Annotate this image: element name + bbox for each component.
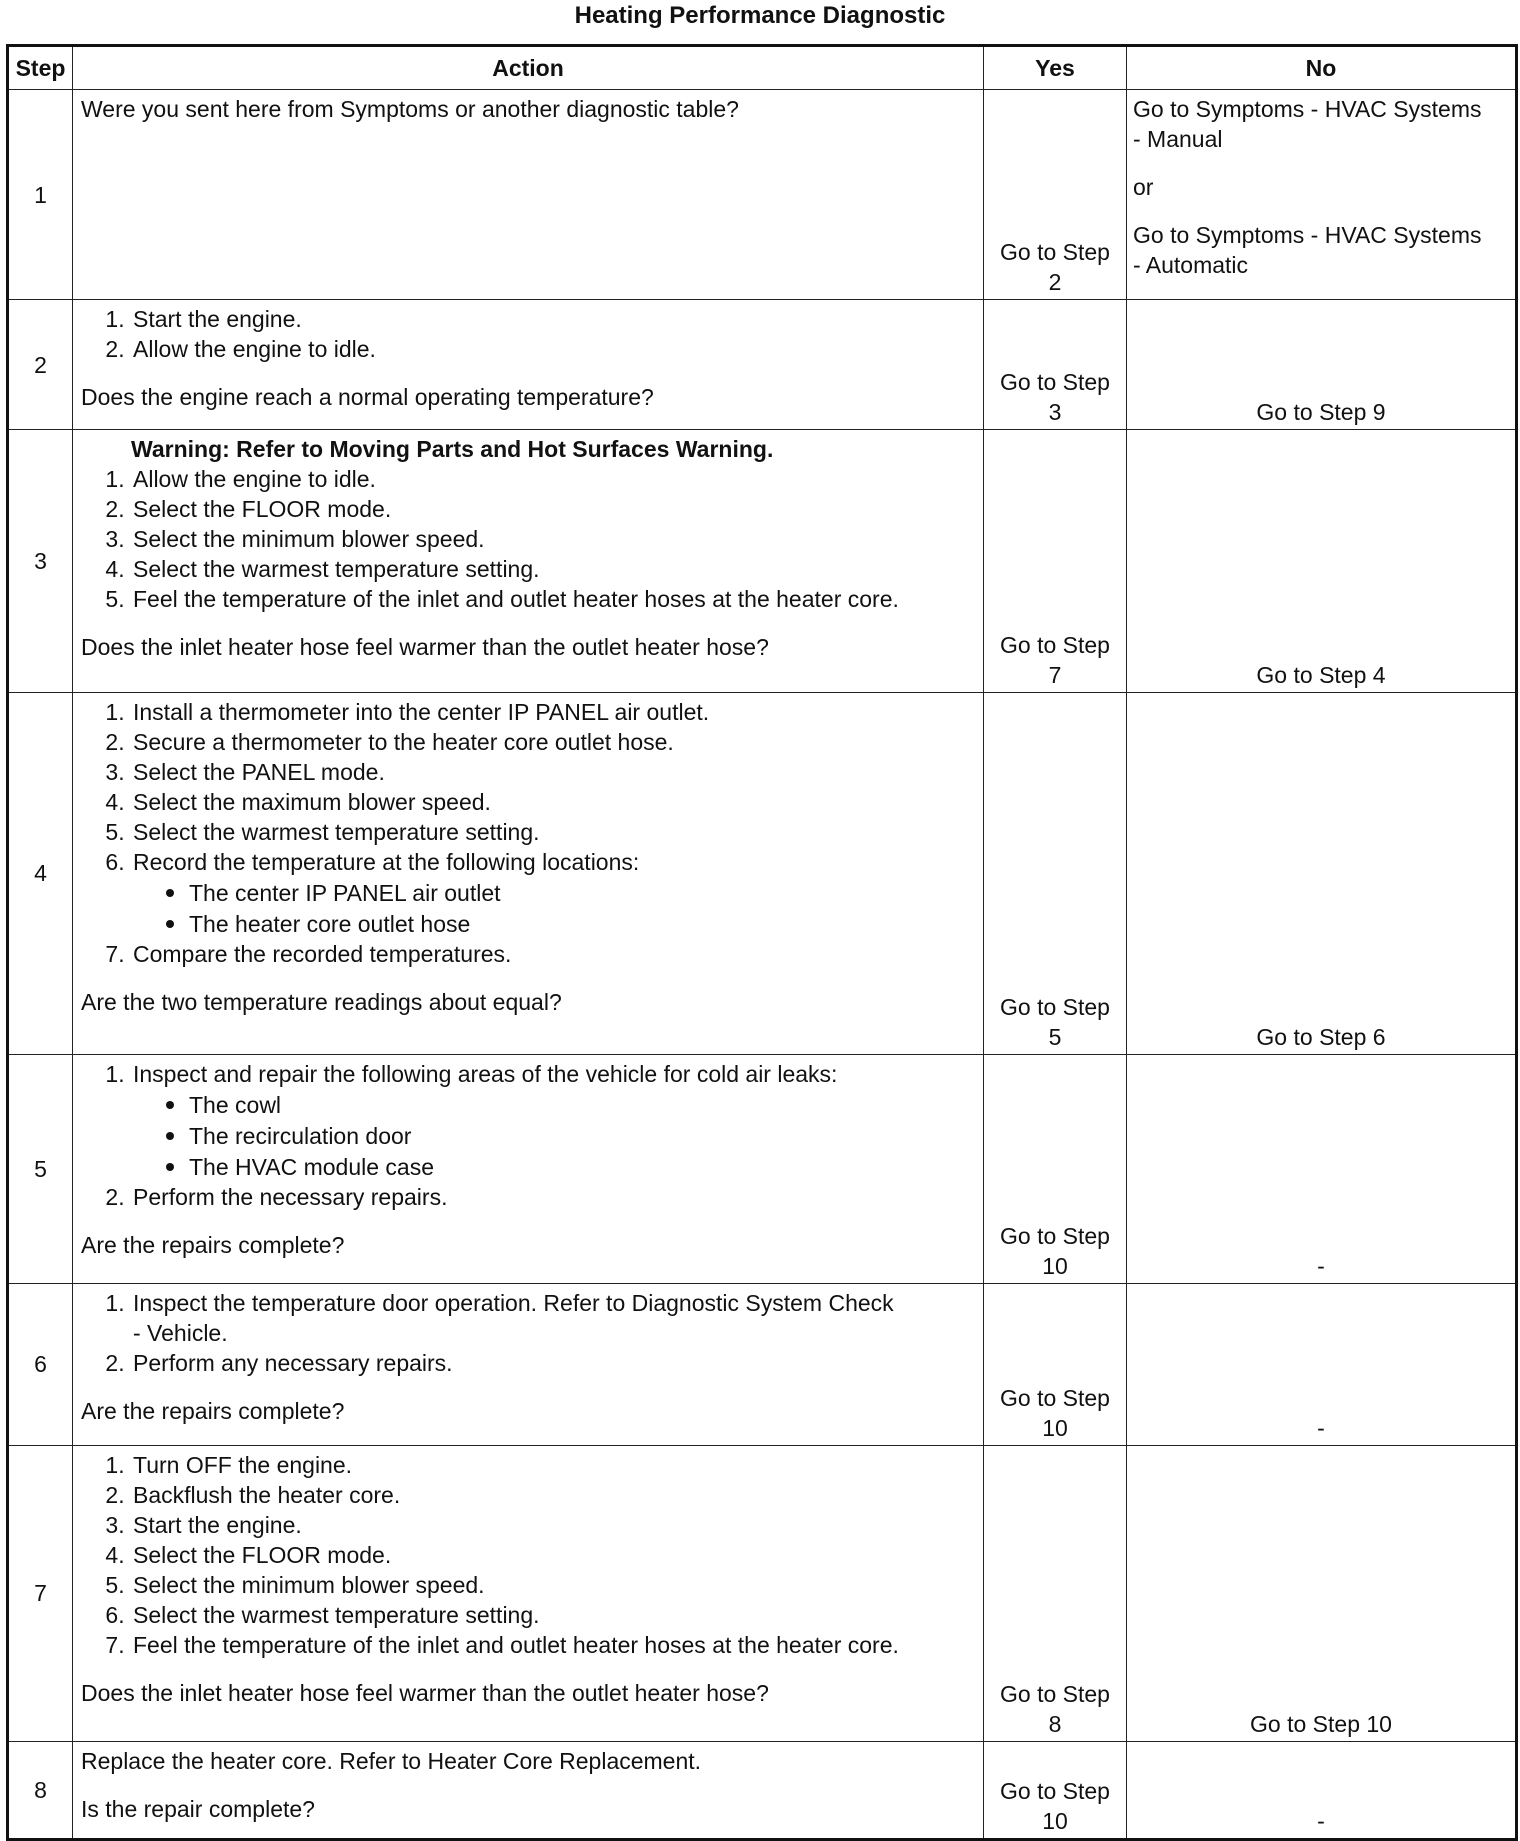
question-text: Does the inlet heater hose feel warmer than the outlet heater hose? — [81, 1679, 769, 1706]
list-item-text: 1. Inspect the temperature door operation. Refer to Diagnostic System Check — [133, 1290, 894, 1317]
yes-label: Go to Step — [1000, 239, 1110, 266]
question-text: Are the repairs complete? — [81, 1398, 345, 1425]
step-number: 3 — [8, 430, 73, 692]
list-item: 1. Allow the engine to idle. — [131, 464, 975, 494]
table-row-step-3 — [8, 430, 1517, 692]
action-list — [81, 1288, 975, 1378]
action-list — [81, 697, 975, 969]
table-row-step-1 — [8, 90, 1517, 300]
yes-step-number: 7 — [1048, 661, 1062, 688]
document-title: Heating Performance Diagnostic — [574, 2, 946, 29]
yes-step-number: 5 — [1048, 1024, 1062, 1051]
action-cell — [73, 300, 984, 430]
table-row-step-2 — [8, 300, 1517, 430]
yes-cell — [984, 1445, 1127, 1741]
question-text: Are the two temperature readings about equal? — [81, 988, 562, 1015]
list-item-text-cont: - Vehicle. — [133, 1320, 228, 1347]
no-cell: - — [1127, 1055, 1517, 1284]
yes-label: Go to Step — [1000, 1384, 1110, 1411]
bullet-item: • The HVAC module case — [189, 1151, 975, 1182]
step-number: 1 — [8, 90, 73, 300]
table-row-step-4 — [8, 692, 1517, 1054]
list-item: 3. Select the minimum blower speed. — [131, 524, 975, 554]
list-item: 2. Backflush the heater core. — [131, 1480, 975, 1510]
bullet-item: • The heater core outlet hose — [189, 908, 975, 939]
question-text: Does the inlet heater hose feel warmer than the outlet heater hose? — [81, 634, 769, 661]
list-item: 4. Select the warmest temperature setting. — [131, 554, 975, 584]
list-item: 2. Select the FLOOR mode. — [131, 494, 975, 524]
list-item: 4. Select the maximum blower speed. — [131, 787, 975, 817]
no-or-text: or — [1133, 174, 1154, 200]
yes-cell — [984, 1055, 1127, 1284]
yes-cell — [984, 430, 1127, 692]
list-item — [131, 847, 975, 939]
table-row-step-6 — [8, 1284, 1517, 1445]
step-number: 8 — [8, 1741, 73, 1839]
header-step: Step — [8, 46, 73, 90]
no-cell: Go to Step 9 — [1127, 300, 1517, 430]
question-text: Are the repairs complete? — [81, 1232, 345, 1259]
list-item — [131, 1059, 975, 1182]
list-item: 7. Compare the recorded temperatures. — [131, 939, 975, 969]
no-cell: - — [1127, 1284, 1517, 1445]
no-cell: - — [1127, 1741, 1517, 1839]
yes-cell — [984, 90, 1127, 300]
list-item: 2. Allow the engine to idle. — [131, 334, 975, 364]
action-cell — [73, 1055, 984, 1284]
bullet-item: • The recirculation door — [189, 1120, 975, 1151]
list-item: 1. Turn OFF the engine. — [131, 1450, 975, 1480]
list-item: 7. Feel the temperature of the inlet and outlet heater hoses at the heater core. — [131, 1630, 975, 1660]
header-action: Action — [73, 46, 984, 90]
bullet-item: • The center IP PANEL air outlet — [189, 877, 975, 908]
bullet-list — [133, 877, 975, 939]
step-number: 2 — [8, 300, 73, 430]
action-list — [81, 1059, 975, 1212]
step-number: 5 — [8, 1055, 73, 1284]
question-text: Were you sent here from Symptoms or another diagnostic table? — [81, 96, 739, 122]
no-option-manual-cont: - Manual — [1133, 126, 1223, 152]
list-item: 6. Select the warmest temperature setting. — [131, 1600, 975, 1630]
list-item: 3. Start the engine. — [131, 1510, 975, 1540]
question-text: Does the engine reach a normal operating temperature? — [81, 384, 654, 411]
header-no: No — [1127, 46, 1517, 90]
list-item: 2. Perform the necessary repairs. — [131, 1182, 975, 1212]
yes-label: Go to Step — [1000, 369, 1110, 396]
action-cell — [73, 1445, 984, 1741]
table-row-step-7 — [8, 1445, 1517, 1741]
table-row-step-8 — [8, 1741, 1517, 1839]
step-number: 4 — [8, 692, 73, 1054]
no-cell: Go to Step 6 — [1127, 692, 1517, 1054]
step-number: 7 — [8, 1445, 73, 1741]
list-item: 2. Secure a thermometer to the heater core outlet hose. — [131, 727, 975, 757]
list-item-text: Inspect and repair the following areas of the vehicle for cold air leaks: — [133, 1061, 838, 1088]
yes-label: Go to Step — [1000, 1680, 1110, 1707]
step-number: 6 — [8, 1284, 73, 1445]
action-cell — [73, 1741, 984, 1839]
bullet-item: • The cowl — [189, 1089, 975, 1120]
yes-step-number: 10 — [1042, 1253, 1068, 1280]
yes-label: Go to Step — [1000, 994, 1110, 1021]
action-cell — [73, 90, 984, 300]
yes-step-number: 10 — [1042, 1414, 1068, 1441]
header-yes: Yes — [984, 46, 1127, 90]
bullet-list — [133, 1089, 975, 1182]
action-list — [81, 1450, 975, 1660]
list-item: 5. Select the minimum blower speed. — [131, 1570, 975, 1600]
no-cell — [1127, 90, 1517, 300]
list-item-text: Record the temperature at the following locations: — [133, 848, 640, 875]
action-cell — [73, 430, 984, 692]
yes-cell — [984, 300, 1127, 430]
no-option-automatic: Go to Symptoms - HVAC Systems — [1133, 222, 1482, 248]
yes-step-number: 10 — [1042, 1808, 1068, 1834]
list-item: 4. Select the FLOOR mode. — [131, 1540, 975, 1570]
action-cell — [73, 1284, 984, 1445]
action-text: Replace the heater core. Refer to Heater Core Replacement. — [81, 1747, 702, 1774]
yes-step-number: 8 — [1048, 1710, 1062, 1737]
action-list — [81, 464, 975, 614]
yes-label: Go to Step — [1000, 1223, 1110, 1250]
yes-label: Go to Step — [1000, 631, 1110, 658]
yes-step-number: 2 — [1048, 269, 1062, 296]
no-cell: Go to Step 4 — [1127, 430, 1517, 692]
list-item: 5. Feel the temperature of the inlet and outlet heater hoses at the heater core. — [131, 584, 975, 614]
diagnostic-table — [6, 44, 1518, 1841]
list-item: 2. Perform any necessary repairs. — [131, 1348, 975, 1378]
no-cell: Go to Step 10 — [1127, 1445, 1517, 1741]
table-header-row — [8, 46, 1517, 90]
list-item: 5. Select the warmest temperature setting. — [131, 817, 975, 847]
list-item: 1. Start the engine. — [131, 304, 975, 334]
no-option-manual: Go to Symptoms - HVAC Systems — [1133, 96, 1482, 122]
action-list — [81, 304, 975, 364]
yes-cell — [984, 692, 1127, 1054]
yes-cell — [984, 1284, 1127, 1445]
list-item: 1. Install a thermometer into the center IP PANEL air outlet. — [131, 697, 975, 727]
question-text: Is the repair complete? — [81, 1795, 315, 1822]
yes-step-number: 3 — [1048, 399, 1062, 426]
list-item: 3. Select the PANEL mode. — [131, 757, 975, 787]
list-item — [131, 1288, 975, 1348]
no-option-automatic-cont: - Automatic — [1133, 252, 1249, 278]
yes-label: Go to Step — [1000, 1778, 1110, 1804]
warning-text: Warning: Refer to Moving Parts and Hot Surfaces Warning. — [131, 436, 774, 463]
table-row-step-5 — [8, 1055, 1517, 1284]
yes-cell — [984, 1741, 1127, 1839]
action-cell — [73, 692, 984, 1054]
